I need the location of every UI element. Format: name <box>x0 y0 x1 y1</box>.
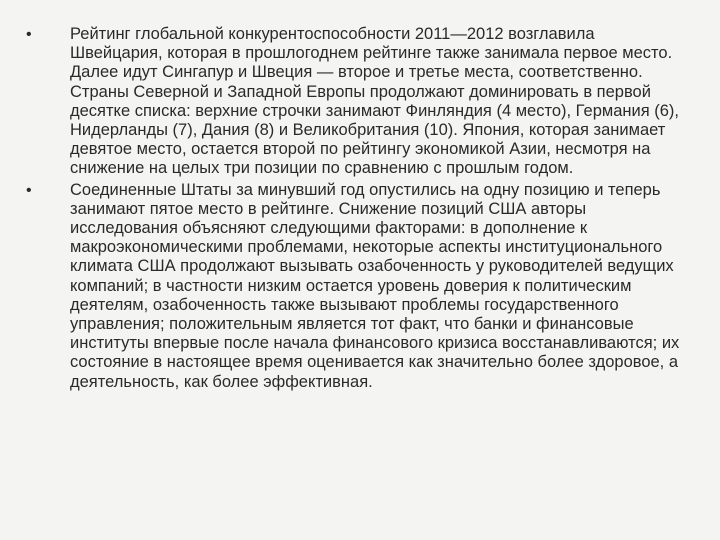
bullet-text: Соединенные Штаты за минувший год опустились на одну позицию и теперь занимают пятое место в рейтинге. Снижение позиций США авторы исследования объясняют следующими факторами: в дополнение к макроэкономическими проблемами, некоторые аспекты институционального климата США продолжают вызывать озабоченность у руководителей ведущих компаний; в частности низким остается уровень доверия к политическим деятелям, озабоченность также вызывают проблемы государственного управления; положительным является тот факт, что банки и финансовые институты впервые после начала финансового кризиса восстанавливаются; их состояние в настоящее время оценивается как значительно более здоровое, а деятельность, как более эффективная. <box>70 180 680 391</box>
bullet-list <box>26 25 680 392</box>
bullet-item-usa-decline <box>26 181 680 392</box>
bullet-item-ranking-leaders <box>26 25 680 179</box>
bullet-text: Рейтинг глобальной конкурентоспособности 2011—2012 возглавила Швейцария, которая в прошлогоднем рейтинге также занимала первое место. Далее идут Сингапур и Швеция — второе и третье места, соответственно. Страны Северной и Западной Европы продолжают доминировать в первой десятке списка: верхние строчки занимают Финляндия (4 место), Германия (6), Нидерланды (7), Дания (8) и Великобритания (10). Япония, которая занимает девятое место, остается второй по рейтингу экономикой Азии, несмотря на снижение на целых три позиции по сравнению с прошлым годом. <box>70 25 679 178</box>
bullet-icon: • <box>26 181 32 199</box>
bullet-icon: • <box>26 26 32 43</box>
